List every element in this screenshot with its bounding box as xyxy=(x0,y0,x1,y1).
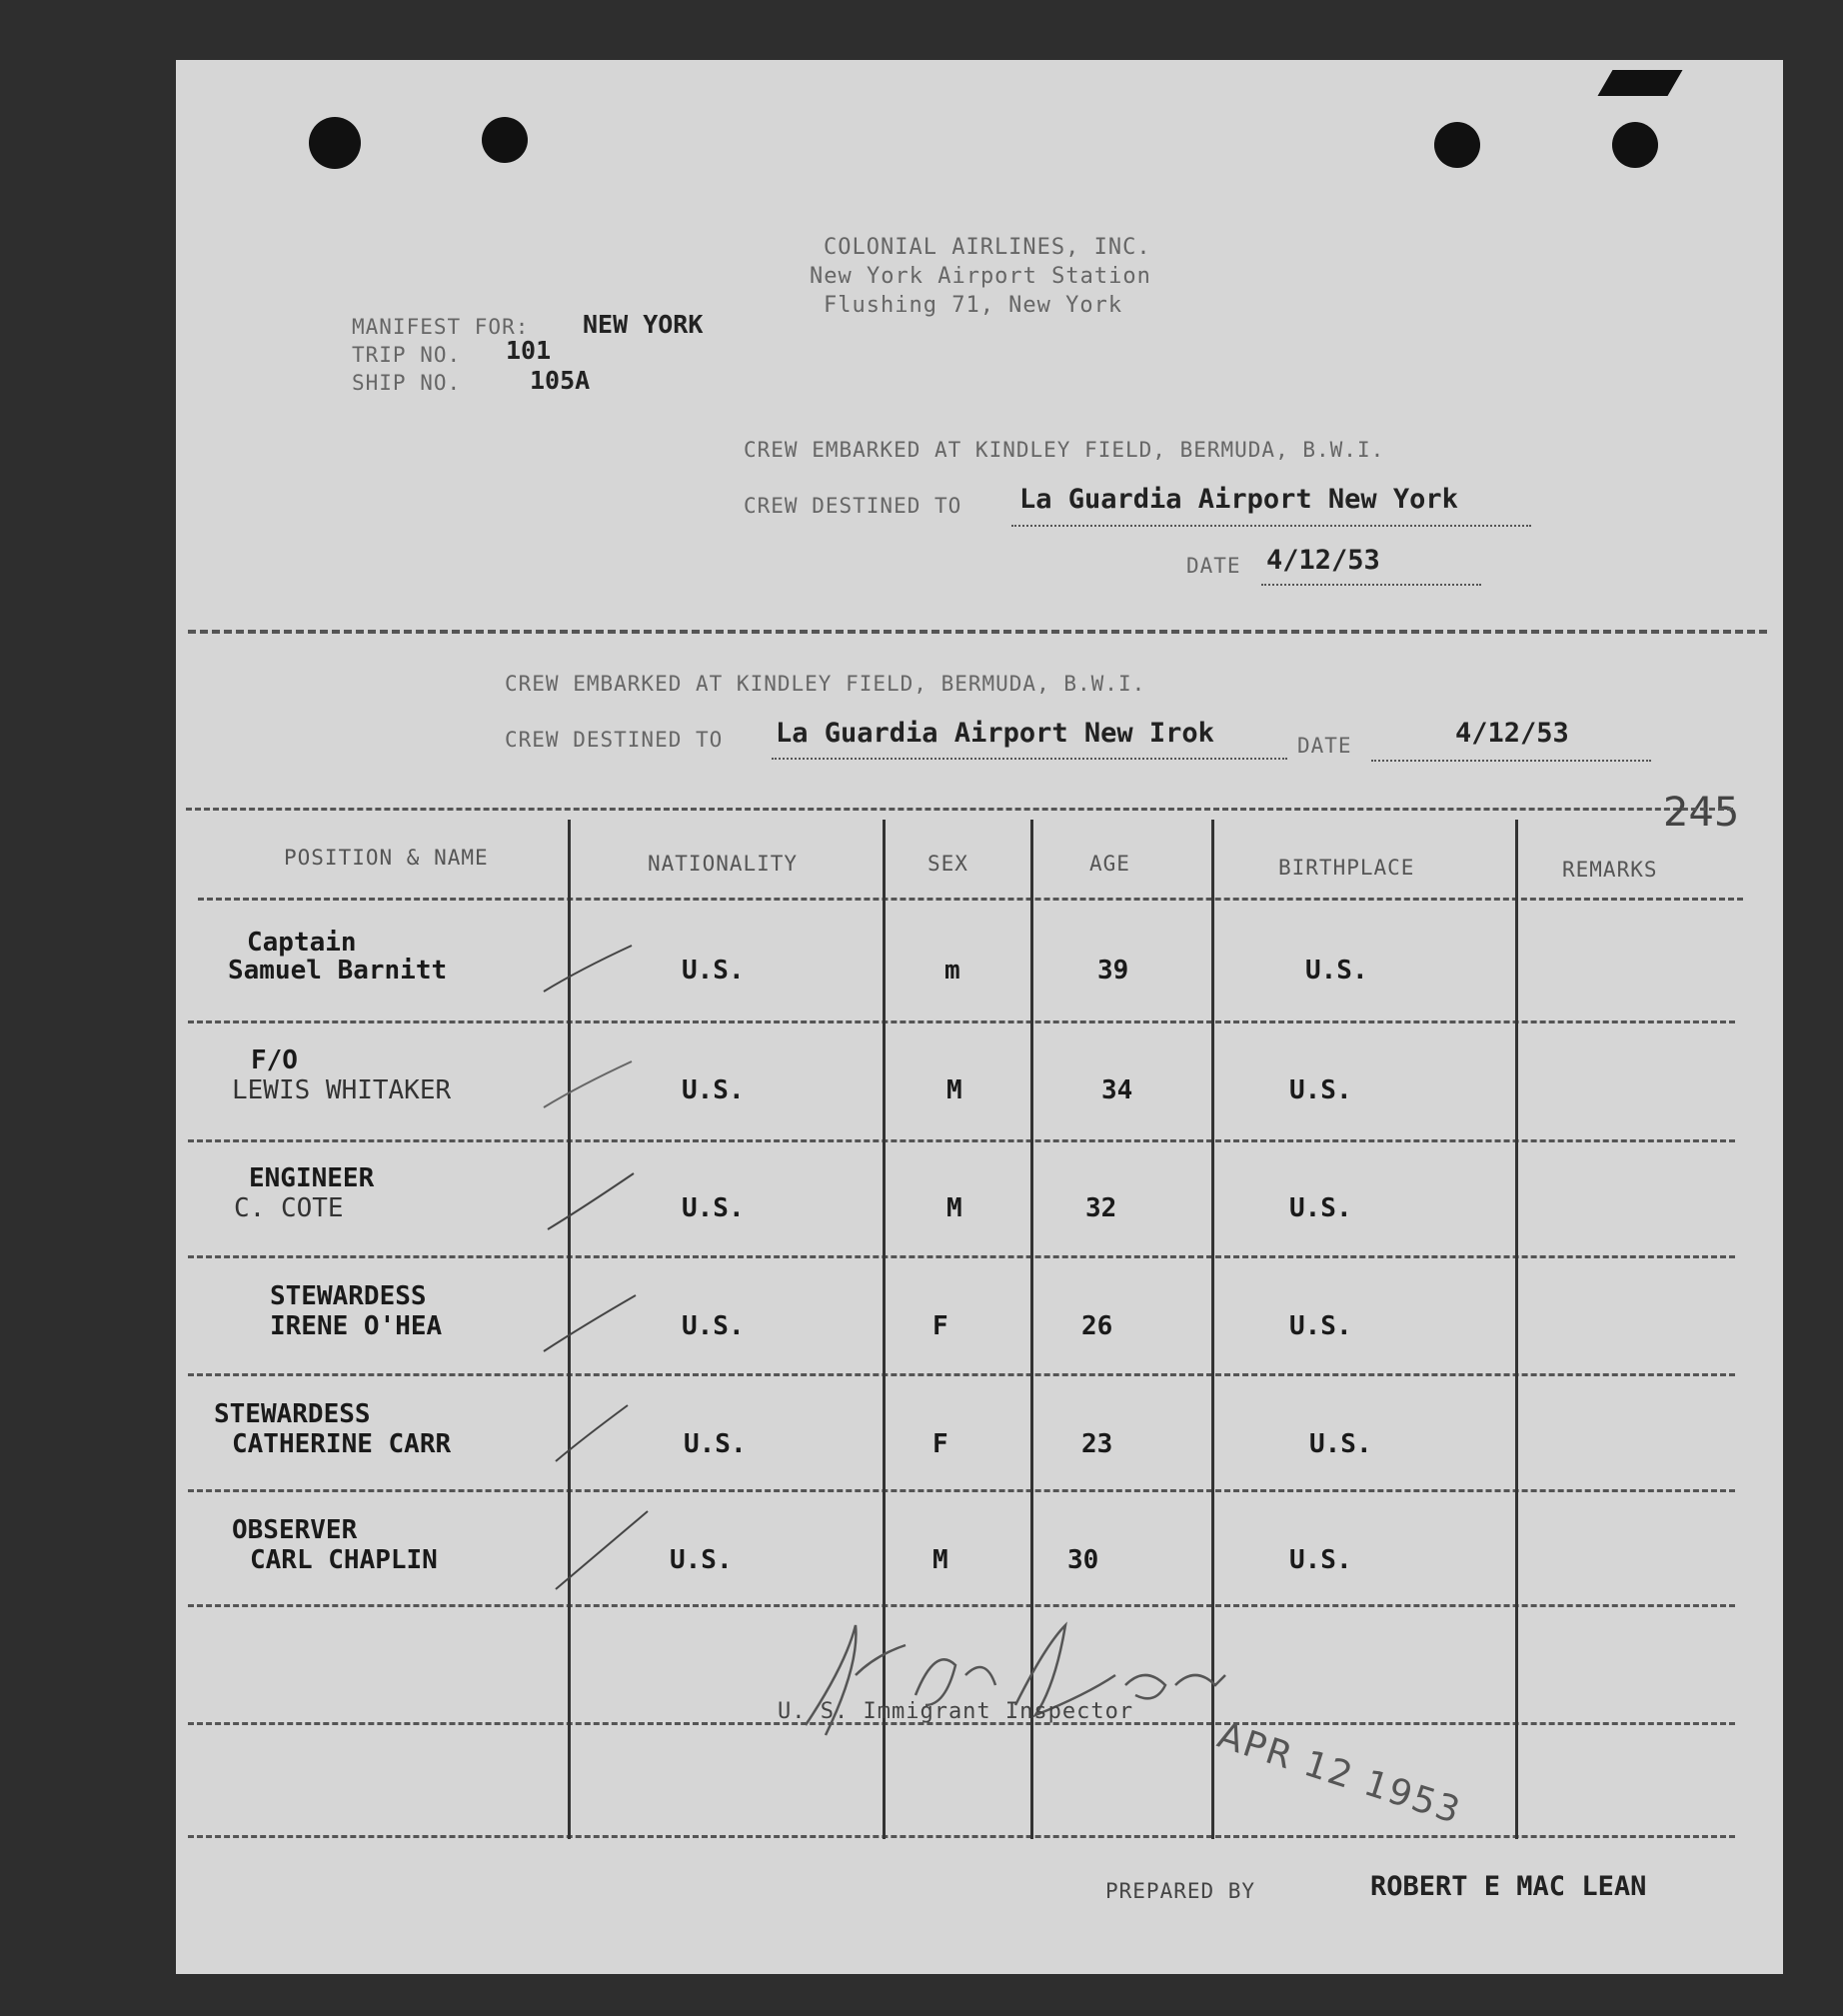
row-name: Samuel Barnitt xyxy=(228,956,448,986)
prepared-by-label: PREPARED BY xyxy=(1105,1879,1256,1903)
company-station: New York Airport Station xyxy=(810,264,1151,289)
table-bottom-rule xyxy=(188,1835,1735,1838)
upper-destined-value: La Guardia Airport New York xyxy=(1019,484,1458,515)
manifest-document xyxy=(176,60,1783,1974)
upper-date-underline xyxy=(1261,584,1481,586)
lower-destined-underline xyxy=(772,758,1287,760)
upper-destined-underline xyxy=(1011,525,1531,527)
row-sex: F xyxy=(932,1311,948,1341)
header-remarks: REMARKS xyxy=(1562,858,1658,882)
row-sex: M xyxy=(932,1545,948,1575)
row-age: 26 xyxy=(1081,1311,1113,1341)
row-age: 34 xyxy=(1101,1075,1133,1105)
row-birthplace: U.S. xyxy=(1309,1429,1372,1459)
header-nationality: NATIONALITY xyxy=(648,852,799,876)
row-sex: M xyxy=(946,1193,962,1223)
check-mark xyxy=(540,1289,640,1359)
row-position: ENGINEER xyxy=(249,1163,375,1193)
upper-date-value: 4/12/53 xyxy=(1266,545,1380,576)
check-mark xyxy=(544,1167,640,1237)
table-row-rule xyxy=(188,1255,1735,1258)
lower-destined-value: La Guardia Airport New Irok xyxy=(776,718,1214,749)
table-header-rule xyxy=(198,898,1743,901)
torn-corner-mark xyxy=(1597,70,1682,96)
table-row-rule xyxy=(188,1139,1735,1142)
inspector-title: U. S. Immigrant Inspector xyxy=(778,1699,1134,1724)
row-position: STEWARDESS xyxy=(270,1281,427,1311)
row-nationality: U.S. xyxy=(682,956,745,986)
page-number: 245 xyxy=(1663,790,1740,836)
row-birthplace: U.S. xyxy=(1289,1075,1352,1105)
row-position: Captain xyxy=(247,928,357,958)
table-row-rule xyxy=(188,1489,1735,1492)
lower-date-value: 4/12/53 xyxy=(1455,718,1569,749)
row-birthplace: U.S. xyxy=(1289,1311,1352,1341)
company-name: COLONIAL AIRLINES, INC. xyxy=(824,235,1151,260)
row-nationality: U.S. xyxy=(682,1311,745,1341)
table-row-rule xyxy=(188,1373,1735,1376)
punch-hole xyxy=(309,117,361,169)
row-sex: F xyxy=(932,1429,948,1459)
header-age: AGE xyxy=(1089,852,1130,876)
row-name: IRENE O'HEA xyxy=(270,1311,443,1341)
manifest-for-label: MANIFEST FOR: xyxy=(352,315,530,339)
date-stamp: APR 12 1953 xyxy=(1212,1715,1467,1833)
row-name: CATHERINE CARR xyxy=(232,1429,452,1459)
row-nationality: U.S. xyxy=(684,1429,747,1459)
check-mark xyxy=(552,1505,652,1595)
prepared-by-value: ROBERT E MAC LEAN xyxy=(1370,1871,1647,1902)
row-nationality: U.S. xyxy=(682,1193,745,1223)
check-mark xyxy=(540,940,636,1000)
header-birthplace: BIRTHPLACE xyxy=(1278,856,1415,880)
trip-value: 101 xyxy=(506,336,552,365)
lower-date-label: DATE xyxy=(1297,734,1352,758)
row-birthplace: U.S. xyxy=(1289,1193,1352,1223)
lower-embarked: CREW EMBARKED AT KINDLEY FIELD, BERMUDA, B.W.I. xyxy=(505,672,1146,696)
row-nationality: U.S. xyxy=(670,1545,733,1575)
check-mark xyxy=(540,1055,636,1115)
section-divider xyxy=(188,630,1767,634)
check-mark xyxy=(552,1399,632,1469)
company-address: Flushing 71, New York xyxy=(824,293,1123,318)
row-birthplace: U.S. xyxy=(1305,956,1368,986)
upper-destined-label: CREW DESTINED TO xyxy=(744,494,962,518)
row-position: OBSERVER xyxy=(232,1515,358,1545)
lower-destined-label: CREW DESTINED TO xyxy=(505,728,724,752)
ship-value: 105A xyxy=(530,366,591,395)
trip-label: TRIP NO. xyxy=(352,343,462,367)
upper-date-label: DATE xyxy=(1186,554,1241,578)
table-top-rule xyxy=(186,808,1733,811)
row-sex: m xyxy=(944,956,960,986)
row-nationality: U.S. xyxy=(682,1075,745,1105)
row-age: 39 xyxy=(1097,956,1129,986)
row-birthplace: U.S. xyxy=(1289,1545,1352,1575)
row-position: STEWARDESS xyxy=(214,1399,371,1429)
row-sex: M xyxy=(946,1075,962,1105)
row-position: F/O xyxy=(251,1045,298,1075)
row-age: 32 xyxy=(1085,1193,1117,1223)
header-position-name: POSITION & NAME xyxy=(284,846,489,870)
punch-hole xyxy=(1434,122,1480,168)
row-name: LEWIS WHITAKER xyxy=(232,1075,452,1105)
header-sex: SEX xyxy=(927,852,968,876)
column-divider xyxy=(1515,820,1518,1839)
row-age: 30 xyxy=(1067,1545,1099,1575)
row-age: 23 xyxy=(1081,1429,1113,1459)
row-name: C. COTE xyxy=(234,1193,344,1223)
lower-date-underline xyxy=(1371,760,1651,762)
punch-hole xyxy=(482,117,528,163)
upper-embarked: CREW EMBARKED AT KINDLEY FIELD, BERMUDA, B.W.I. xyxy=(744,438,1385,462)
ship-label: SHIP NO. xyxy=(352,371,462,395)
punch-hole xyxy=(1612,122,1658,168)
manifest-for-value: NEW YORK xyxy=(583,310,704,339)
table-row-rule xyxy=(188,1020,1735,1023)
row-name: CARL CHAPLIN xyxy=(250,1545,438,1575)
